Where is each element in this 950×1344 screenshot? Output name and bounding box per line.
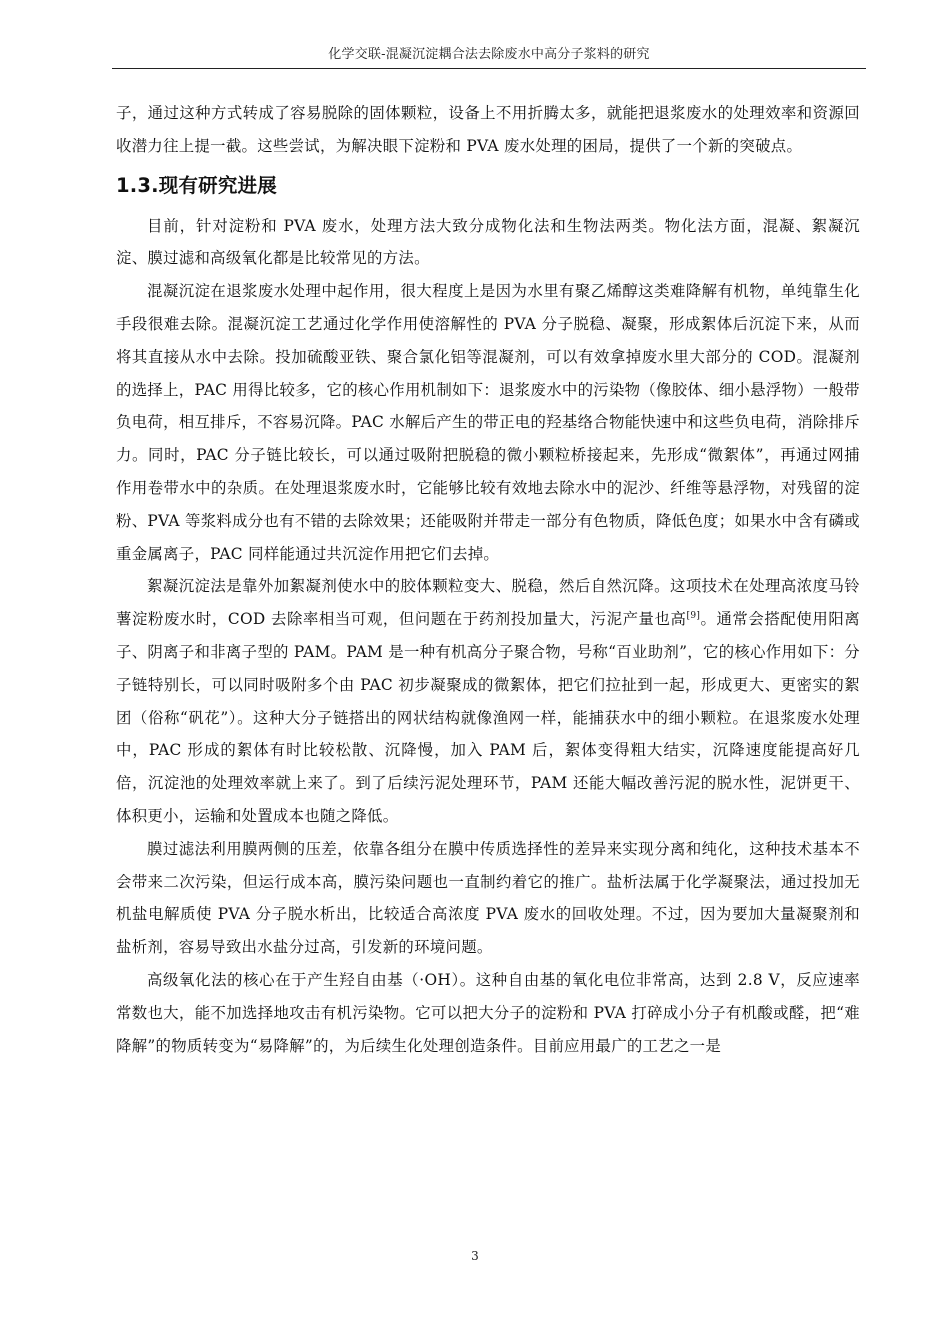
paragraph-flocculation-part2: 。通常会搭配使用阳离子、阴离子和非离子型的 PAM。PAM 是一种有机高分子聚合物，号称“百业助剂”，它的核心作用如下：分子链特别长，可以同时吸附多个由 PAC 初步凝聚成的微絮体，把它们拉扯到一起，形成更大、更密实的絮团（俗称“矾花”）。这种大分子链搭出的网状结构就像渔网一样，能捕获水中的细小颗粒。在退浆废水处理中，PAC 形成的絮体有时比较松散、沉降慢，加入 PAM 后，絮体变得粗大结实，沉降速度能提高好几倍，沉淀池的处理效率就上来了。到了后续污泥处理环节，PAM 还能大幅改善污泥的脱水性，泥饼更干、体积更小，运输和处置成本也随之降低。 bbox=[116, 610, 860, 825]
running-header bbox=[112, 41, 866, 69]
paragraph-overview: 目前，针对淀粉和 PVA 废水，处理方法大致分成物化法和生物法两类。物化法方面，混凝、絮凝沉淀、膜过滤和高级氧化都是比较常见的方法。 bbox=[116, 216, 860, 268]
section-heading: 1.3.现有研究进展 bbox=[116, 173, 277, 197]
page-number: 3 bbox=[471, 1249, 479, 1263]
paragraph-continuation: 子，通过这种方式转成了容易脱除的固体颗粒，设备上不用折腾太多，就能把退浆废水的处理效率和资源回收潜力往上提一截。这些尝试，为解决眼下淀粉和 PVA 废水处理的困局，提供了一个新的突破点。 bbox=[116, 104, 860, 155]
paragraph-flocculation-part1: 絮凝沉淀法是靠外加絮凝剂使水中的胶体颗粒变大、脱稳，然后自然沉降。这项技术在处理高浓度马铃薯淀粉废水时，COD 去除率相当可观，但问题在于药剂投加量大，污泥产量也高 bbox=[116, 577, 860, 629]
paragraph-membrane: 膜过滤法利用膜两侧的压差，依靠各组分在膜中传质选择性的差异来实现分离和纯化，这种技术基本不会带来二次污染，但运行成本高，膜污染问题也一直制约着它的推广。盐析法属于化学凝聚法，通过投加无机盐电解质使 PVA 分子脱水析出，比较适合高浓度 PVA 废水的回收处理。不过，因为要加大量凝聚剂和盐析剂，容易导致出水盐分过高，引发新的环境问题。 bbox=[116, 839, 860, 957]
running-header-title: 化学交联-混凝沉淀耦合法去除废水中高分子浆料的研究 bbox=[328, 47, 650, 62]
page-body bbox=[116, 97, 860, 1062]
paragraph-flocculation bbox=[116, 570, 860, 832]
citation-marker: [9] bbox=[686, 611, 701, 622]
paragraph-coagulation: 混凝沉淀在退浆废水处理中起作用，很大程度上是因为水里有聚乙烯醇这类难降解有机物，单纯靠生化手段很难去除。混凝沉淀工艺通过化学作用使溶解性的 PVA 分子脱稳、凝聚，形成絮体后沉淀下来，从而将其直接从水中去除。投加硫酸亚铁、聚合氯化铝等混凝剂，可以有效拿掉废水里大部分的 COD。混凝剂的选择上，PAC 用得比较多，它的核心作用机制如下：退浆废水中的污染物（像胶体、细小悬浮物）一般带负电荷，相互排斥，不容易沉降。PAC 水解后产生的带正电的羟基络合物能快速中和这些负电荷，消除排斥力。同时，PAC 分子链比较长，可以通过吸附把脱稳的微小颗粒桥接起来，先形成“微絮体”，再通过网捕作用卷带水中的杂质。在处理退浆废水时，它能够比较有效地去除水中的泥沙、纤维等悬浮物，对残留的淀粉、PVA 等浆料成分也有不错的去除效果；还能吸附并带走一部分有色物质，降低色度；如果水中含有磷或重金属离子，PAC 同样能通过共沉淀作用把它们去掉。 bbox=[116, 282, 861, 563]
paragraph-advanced-oxidation: 高级氧化法的核心在于产生羟自由基（·OH）。这种自由基的氧化电位非常高，达到 2.8 V，反应速率常数也大，能不加选择地攻击有机污染物。它可以把大分子的淀粉和 PVA 打碎成小分子有机酸或醛，把“难降解”的物质转变为“易降解”的，为后续生化处理创造条件。目前应用最广的工艺之一是 bbox=[116, 970, 860, 1055]
